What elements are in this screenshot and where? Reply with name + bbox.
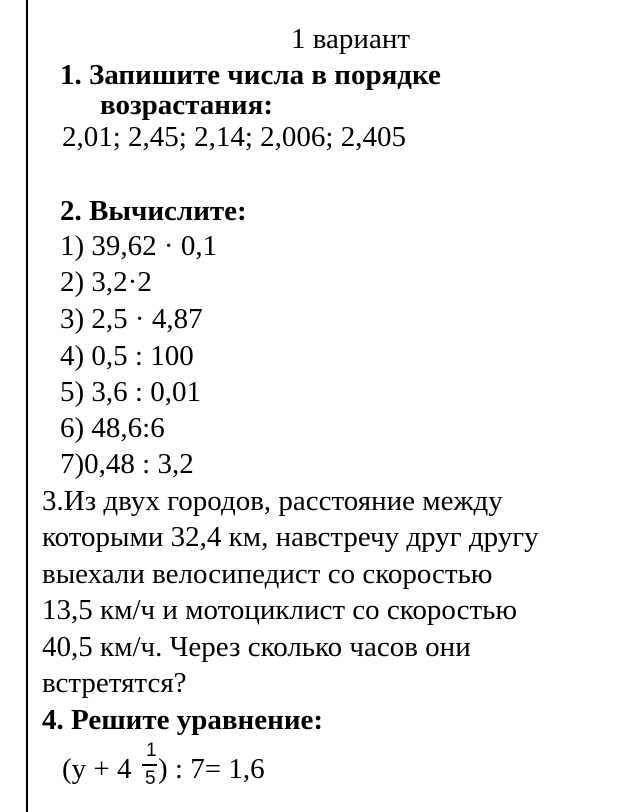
task2-item-3: 3) 2,5 · 4,87 xyxy=(60,303,203,335)
fraction-denominator: 5 xyxy=(145,768,156,789)
task2-item-2: 2) 3,2·2 xyxy=(60,266,152,298)
left-border-line xyxy=(26,0,28,812)
task2-item-7: 7)0,48 : 3,2 xyxy=(60,448,194,480)
task3-line-6: встретятся? xyxy=(42,667,187,699)
task2-item-6: 6) 48,6:6 xyxy=(60,412,165,444)
task3-line-5: 40,5 км/ч. Через сколько часов они xyxy=(42,631,471,663)
equation-left-part: (y + 4 xyxy=(62,753,132,785)
task1-heading-line2: возрастания: xyxy=(100,89,273,121)
equation-right-part: ) : 7= 1,6 xyxy=(158,753,265,785)
task1-heading-line1: 1. Запишите числа в порядке xyxy=(60,59,441,91)
task4-heading: 4. Решите уравнение: xyxy=(42,704,324,736)
task2-item-5: 5) 3,6 : 0,01 xyxy=(60,376,201,408)
task3-line-1: 3.Из двух городов, расстояние между xyxy=(42,485,503,517)
task3-line-3: выехали велосипедист со скоростью xyxy=(42,558,493,590)
task2-heading: 2. Вычислите: xyxy=(60,195,247,227)
task1-numbers: 2,01; 2,45; 2,14; 2,006; 2,405 xyxy=(62,121,406,153)
fraction-numerator: 1 xyxy=(146,740,157,761)
fraction-bar xyxy=(142,764,157,766)
task3-line-2: которыми 32,4 км, навстречу друг другу xyxy=(42,521,539,553)
task2-item-1: 1) 39,62 · 0,1 xyxy=(60,230,218,262)
task3-line-4: 13,5 км/ч и мотоциклист со скоростью xyxy=(42,594,518,626)
task2-item-4: 4) 0,5 : 100 xyxy=(60,340,194,372)
variant-title: 1 вариант xyxy=(291,23,411,55)
